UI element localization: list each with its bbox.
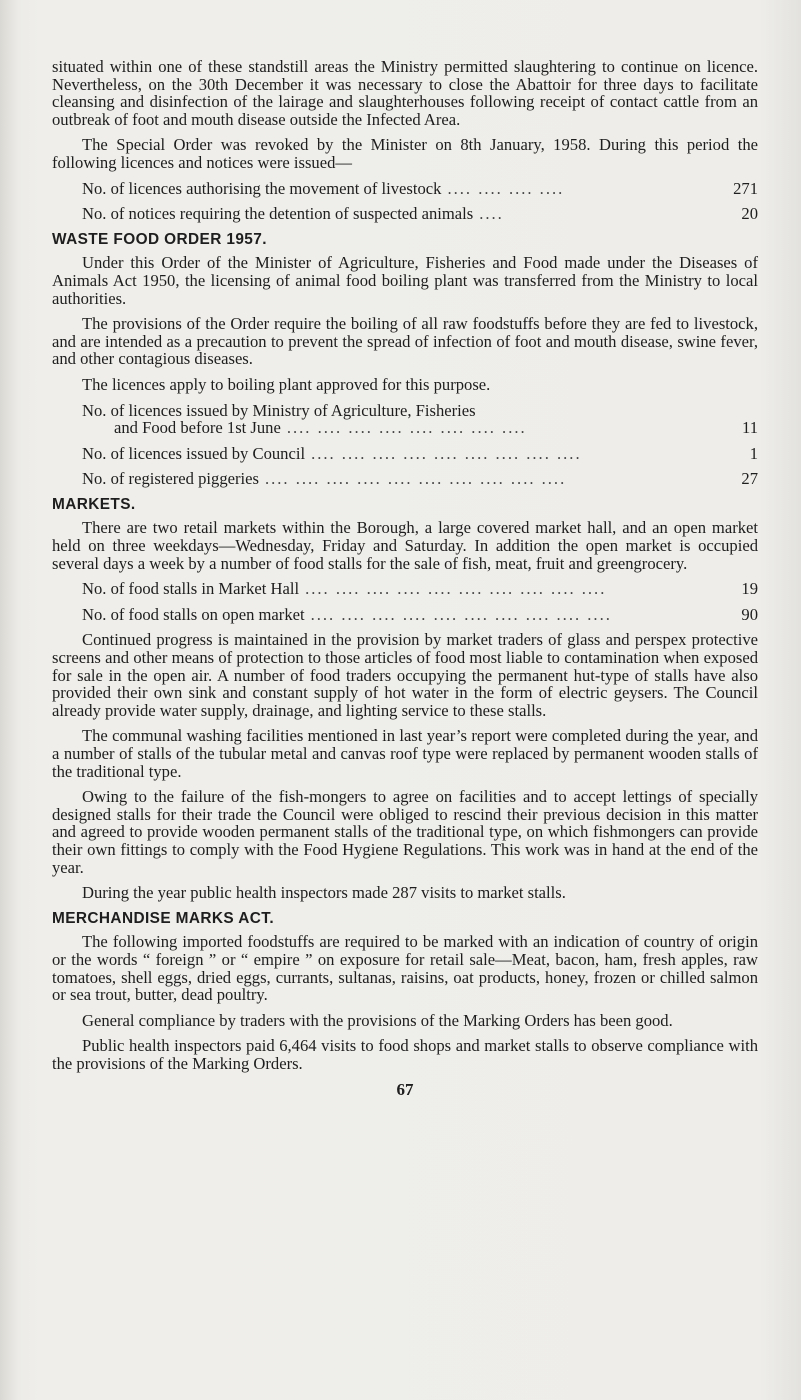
paragraph-markets-2: Continued progress is maintained in the provision by market traders of glass and perspex protective screens and other means of protection to those articles of food most liable to contamination when exposed for sale in the open air. A number of food traders occupying the permanent hut-type of stalls have also provided their own sink and constant supply of hot water in the form of electric geysers. The Council already provide water supply, drainage, and lighting service to these stalls. <box>52 630 758 720</box>
paragraph-special-order: The Special Order was revoked by the Minister on 8th January, 1958. During this period the following licences and notices were issued— <box>52 135 758 172</box>
paragraph-markets-3: The communal washing facilities mentioned in last year’s report were completed during the year, and a number of stalls of the tubular metal and canvas roof type were replaced by permanent wooden stalls of the traditional type. <box>52 726 758 781</box>
leader-dots: .... .... .... .... .... .... .... .... .... .... <box>305 580 607 598</box>
row-label: No. of food stalls on open market <box>82 604 305 624</box>
leader-dots: .... .... .... .... .... .... .... .... .... .... <box>264 470 567 488</box>
row-label: No. of licences issued by Council <box>82 443 306 463</box>
row-label: No. of licences authorising the movement of livestock <box>82 178 442 198</box>
leader-dots: .... .... .... .... .... .... .... .... .... .... <box>310 605 612 624</box>
leader-dots: .... .... .... .... .... .... .... .... .... <box>311 444 582 463</box>
row-label-line2: and Food before 1st June <box>114 418 281 438</box>
registered-piggeries-row <box>82 470 758 488</box>
row-label: No. of food stalls in Market Hall <box>82 579 300 599</box>
paragraph-markets-1: There are two retail markets within the Borough, a large covered market hall, and an open market held on three weekdays—Wednesday, Friday and Saturday. In addition the open market is occupied several days a week by a number of food stalls for the sale of fish, meat, fruit and greengrocery. <box>52 518 758 573</box>
leader-dots: .... .... .... .... .... .... .... .... <box>286 419 527 437</box>
paragraph-standstill: situated within one of these standstill areas the Ministry permitted slaughtering to continue on licence. Nevertheless, on the 30th December it was necessary to close the Abattoir for three days to facilitate cleansing and disinfection of the lairage and slaughterhouses following receipt of contact cattle from an outbreak of foot and mouth disease outside the Infected Area. <box>52 57 758 129</box>
row-value: 19 <box>741 579 758 599</box>
row-value: 27 <box>741 469 758 489</box>
licences-council-row <box>82 445 758 463</box>
paragraph-markets-4: Owing to the failure of the fish-mongers to agree on facilities and to accept lettings of specially designed stalls for their trade the Council were obliged to rescind their previous decision in this matter and agreed to provide wooden permanent stalls of the traditional type, on which fishmongers can provide their own fittings to comply with the Food Hygiene Regulations. This work was in hand at the end of the year. <box>52 787 758 877</box>
heading-merchandise-marks-act: MERCHANDISE MARKS ACT. <box>52 909 274 927</box>
row-value: 90 <box>741 604 758 624</box>
row-value: 271 <box>733 178 758 198</box>
row-label: No. of notices requiring the detention of suspected animals <box>82 204 474 224</box>
paragraph-merchandise-1: The following imported foodstuffs are required to be marked with an indication of country of origin or the words “ foreign ” or “ empire ” on exposure for retail sale—Meat, bacon, ham, fresh apples, raw tomatoes, shell eggs, dried eggs, currants, sultanas, raisins, oat products, honey, frozen or chilled salmon or sea trout, butter, dead poultry. <box>52 932 758 1005</box>
notices-detention-row <box>82 205 758 223</box>
licences-livestock-row <box>82 180 758 198</box>
heading-markets: MARKETS. <box>52 495 136 513</box>
page-number: 67 <box>396 1079 414 1099</box>
row-value: 1 <box>749 443 758 463</box>
row-value: 20 <box>741 204 758 224</box>
paragraph-markets-5: During the year public health inspectors made 287 visits to market stalls. <box>82 883 566 903</box>
paragraph-merchandise-2: General compliance by traders with the provisions of the Marking Orders has been good. <box>82 1010 673 1030</box>
licences-ministry-row <box>82 402 758 437</box>
paragraph-waste-food-2: The provisions of the Order require the boiling of all raw foodstuffs before they are fed to livestock, and are intended as a precaution to prevent the spread of infection of foot and mouth disease, swine fever, and other contagious diseases. <box>52 314 758 369</box>
row-label: No. of registered piggeries <box>82 469 259 489</box>
paragraph-waste-food-3: The licences apply to boiling plant approved for this purpose. <box>82 374 491 394</box>
leader-dots: .... .... .... .... <box>447 179 565 198</box>
row-value: 11 <box>742 418 758 438</box>
document-body <box>52 58 758 1098</box>
leader-dots: .... <box>479 205 504 223</box>
paragraph-waste-food-1: Under this Order of the Minister of Agriculture, Fisheries and Food made under the Diseases of Animals Act 1950, the licensing of animal food boiling plant was transferred from the Ministry to local authorities. <box>52 253 758 308</box>
stalls-open-market-row <box>82 606 758 624</box>
stalls-market-hall-row <box>82 580 758 598</box>
paragraph-merchandise-3: Public health inspectors paid 6,464 visits to food shops and market stalls to observe compliance with the provisions of the Marking Orders. <box>52 1036 758 1073</box>
row-label-line1: No. of licences issued by Ministry of Agriculture, Fisheries <box>82 400 476 420</box>
heading-waste-food-order: WASTE FOOD ORDER 1957. <box>52 230 267 248</box>
